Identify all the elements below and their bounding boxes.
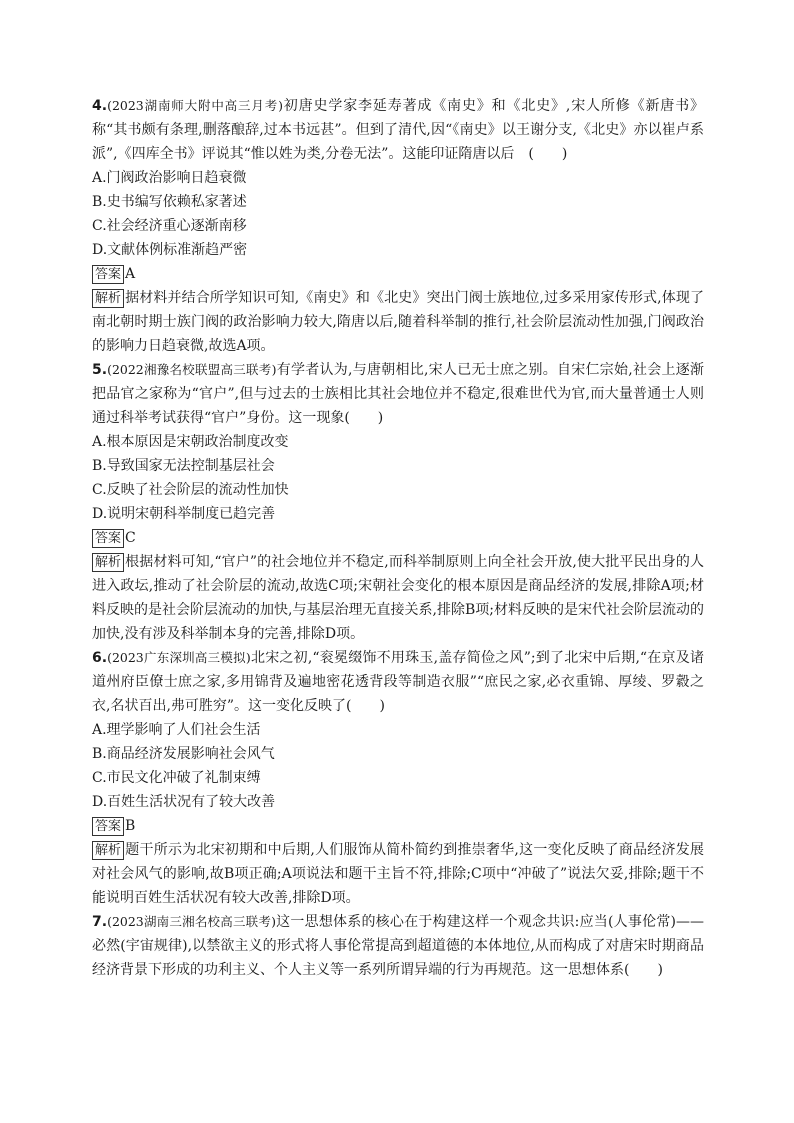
option-c: C.反映了社会阶层的流动性加快 bbox=[92, 482, 289, 498]
answer-line bbox=[92, 262, 704, 286]
analysis-text: 据材料并结合所学知识可知,《南史》和《北史》突出门阀士族地位,过多采用家传形式,体现了南北朝时期士族门阀的政治影响力较大,隋唐以后,随着科举制的推行,社会阶层流动性加强,门阀政治的影响力日趋衰微,故选A项。 bbox=[92, 290, 704, 354]
option-d: D.文献体例标准渐趋严密 bbox=[92, 242, 248, 258]
option-b: B.史书编写依赖私家著述 bbox=[92, 194, 247, 210]
analysis bbox=[92, 286, 704, 358]
question-source: (2022湘豫名校联盟高三联考) bbox=[107, 362, 277, 377]
answer-value: A bbox=[125, 266, 136, 282]
question-source: (2023湖南师大附中高三月考) bbox=[107, 98, 283, 113]
answer-line bbox=[92, 526, 704, 550]
option-d: D.说明宋朝科举制度已趋完善 bbox=[92, 506, 276, 522]
option-a: A.门阀政治影响日趋衰微 bbox=[92, 170, 247, 186]
option-b: B.商品经济发展影响社会风气 bbox=[92, 746, 275, 762]
question-text: 初唐史学家李延寿著成《南史》和《北史》,宋人所修《新唐书》称“其书颇有条理,删落酿辞,过本书远甚”。但到了清代,因“《南史》以王谢分支,《北史》亦以崔卢系派”,《四库全书》评说其“惟以姓为类,分卷无法”。这能印证隋唐以后 ( ) bbox=[92, 98, 704, 162]
option-d: D.百姓生活状况有了较大改善 bbox=[92, 794, 276, 810]
option-c: C.社会经济重心逐渐南移 bbox=[92, 218, 247, 234]
question-text: 这一思想体系的核心在于构建这样一个观念共识:应当(人事伦常)——必然(宇宙规律),以禁欲主义的形式将人事伦常提高到超道德的本体地位,从而构成了对唐宋时期商品经济背景下形成的功利主义、个人主义等一系列所谓异端的行为再规范。这一思想体系( ) bbox=[92, 914, 704, 978]
question-text: 有学者认为,与唐朝相比,宋人已无士庶之别。自宋仁宗始,社会上逐渐把品官之家称为“官户”,但与过去的士族相比其社会地位并不稳定,很难世代为官,而大量普通士人则通过科举考试获得“官户”身份。这一现象( ) bbox=[92, 362, 704, 426]
question-number: 6. bbox=[92, 650, 108, 666]
analysis-text: 题干所示为北宋初期和中后期,人们服饰从简朴简约到推崇奢华,这一变化反映了商品经济发展对社会风气的影响,故B项正确;A项说法和题干主旨不符,排除;C项中“冲破了”说法欠妥,排除;题干不能说明百姓生活状况有较大改善,排除D项。 bbox=[92, 842, 704, 906]
analysis bbox=[92, 838, 704, 910]
question-7 bbox=[92, 910, 704, 982]
analysis-tag: 解析 bbox=[92, 289, 124, 308]
question-number: 5. bbox=[92, 362, 108, 378]
question-number: 4. bbox=[92, 98, 108, 114]
question-stem bbox=[92, 646, 704, 718]
question-stem bbox=[92, 358, 704, 430]
answer-line bbox=[92, 814, 704, 838]
answer-tag: 答案 bbox=[92, 529, 124, 548]
answer-tag: 答案 bbox=[92, 817, 124, 836]
option-b: B.导致国家无法控制基层社会 bbox=[92, 458, 275, 474]
question-source: (2023湖南三湘名校高三联考) bbox=[107, 914, 276, 929]
question-6 bbox=[92, 646, 704, 910]
analysis bbox=[92, 550, 704, 646]
analysis-tag: 解析 bbox=[92, 841, 124, 860]
option-c: C.市民文化冲破了礼制束缚 bbox=[92, 770, 261, 786]
question-list bbox=[92, 94, 704, 982]
question-stem bbox=[92, 910, 704, 982]
option-a: A.根本原因是宋朝政治制度改变 bbox=[92, 434, 289, 450]
question-4 bbox=[92, 94, 704, 358]
question-stem bbox=[92, 94, 704, 166]
question-text: 北宋之初,“衮冕缀饰不用珠玉,盖存简俭之风”;到了北宋中后期,“在京及诸道州府臣僚士庶之家,多用锦背及遍地密花透背段等制造衣服”“庶民之家,必衣重锦、厚绫、罗縠之衣,名状百出,弗可胜穷”。这一变化反映了( ) bbox=[92, 650, 704, 714]
answer-value: B bbox=[125, 818, 136, 834]
answer-value: C bbox=[125, 530, 136, 546]
analysis-tag: 解析 bbox=[92, 553, 124, 572]
question-number: 7. bbox=[92, 914, 108, 930]
option-a: A.理学影响了人们社会生活 bbox=[92, 722, 261, 738]
question-source: (2023广东深圳高三模拟) bbox=[107, 650, 251, 665]
answer-tag: 答案 bbox=[92, 265, 124, 284]
question-5 bbox=[92, 358, 704, 646]
analysis-text: 根据材料可知,“官户”的社会地位并不稳定,而科举制原则上向全社会开放,使大批平民出身的人进入政坛,推动了社会阶层的流动,故选C项;宋朝社会变化的根本原因是商品经济的发展,排除A项;材料反映的是社会阶层流动的加快,与基层治理无直接关系,排除B项;材料反映的是宋代社会阶层流动的加快,没有涉及科举制本身的完善,排除D项。 bbox=[92, 554, 704, 642]
